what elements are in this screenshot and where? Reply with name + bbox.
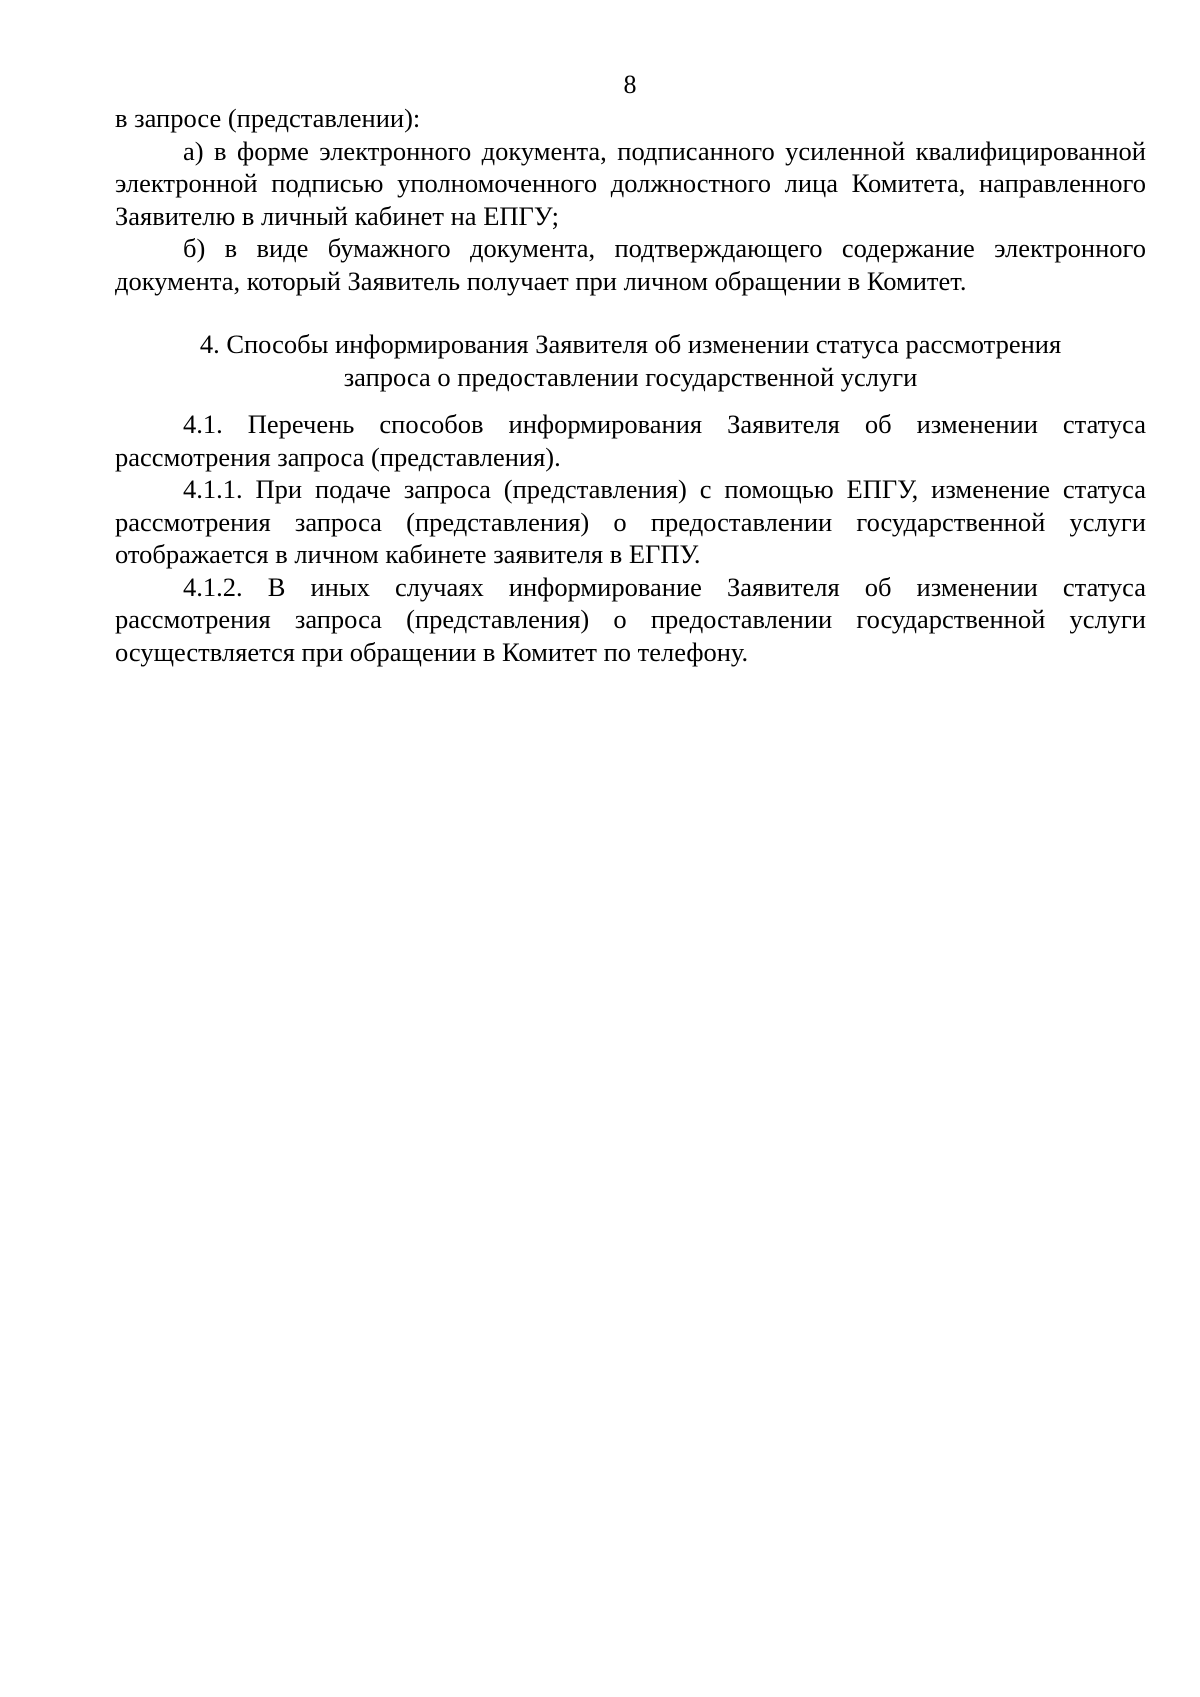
paragraph-4-1: 4.1. Перечень способов информирования Заявителя об изменении статуса рассмотрения запроса (представления). (115, 409, 1146, 472)
intro-line: в запросе (представлении): (115, 103, 421, 133)
document-body (115, 102, 1146, 668)
paragraph-4-1-2: 4.1.2. В иных случаях информирование Заявителя об изменении статуса рассмотрения запроса (представления) о предоставлении государственной услуги осуществляется при обращении в Комитет по телефону. (115, 571, 1146, 667)
paragraph-4-1-1: 4.1.1. При подаче запроса (представления) с помощью ЕПГУ, изменение статуса рассмотрения запроса (представления) о предоставлении государственной услуги отображается в личном кабинете заявителя в ЕГПУ. (115, 474, 1146, 569)
page-number: 8 (623, 70, 637, 99)
section-heading-line-1: 4. Способы информирования Заявителя об изменении статуса рассмотрения (199, 329, 1062, 359)
list-item-a: а) в форме электронного документа, подписанного усиленной квалифицированной электронной подписью уполномоченного должностного лица Комитета, направленного Заявителю в личный кабинет на ЕПГУ; (115, 135, 1146, 231)
section-heading (115, 328, 1146, 393)
list-item-b: б) в виде бумажного документа, подтверждающего содержание электронного документа, который Заявитель получает при личном обращении в Комитет. (115, 233, 1146, 296)
section-heading-line-2: запроса о предоставлении государственной услуги (343, 361, 918, 392)
